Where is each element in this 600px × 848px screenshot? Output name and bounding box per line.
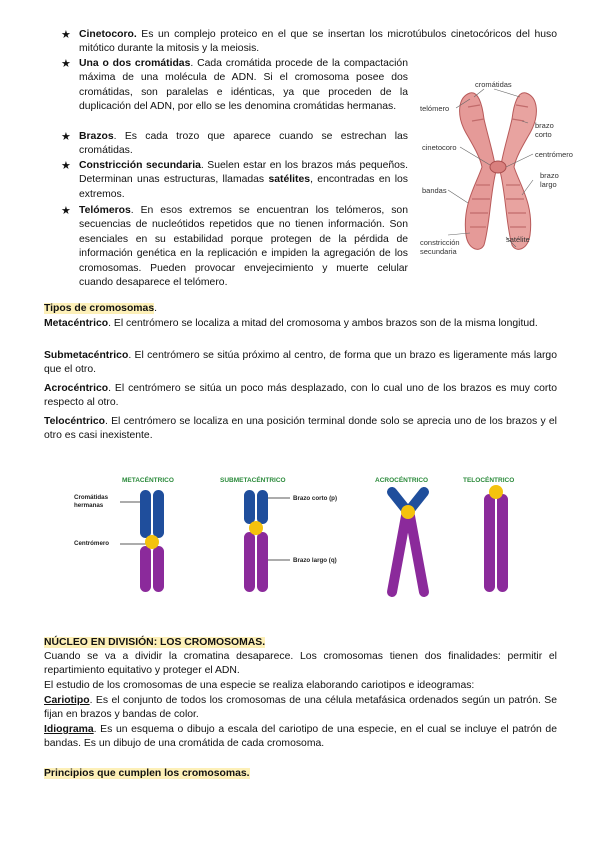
title-acrocentrico: ACROCÉNTRICO [375,477,429,484]
tipo-telocentrico: Telocéntrico. El centrómero se localiza en una posición terminal donde solo se aprecia uno de los brazos y el otro es casi inexistente. [44,416,557,442]
bullet-constriccion: Constricción secundaria. Suelen estar en los brazos más pequeños. Determinan unas estructuras, llamadas satélites, encontradas en los extremos. [79,160,408,200]
principios-heading: Principios que cumplen los cromosomas. [44,768,250,779]
label-brazo-largo: brazo largo [540,171,559,189]
tipo-acrocentrico: Acrocéntrico. El centrómero se sitúa un poco más desplazado, con lo cual uno de los brazos es muy corto respecto al otro. [44,383,557,409]
label-telomero: telómero [420,104,450,113]
bullet-cromatidas: Una o dos cromátidas. Cada cromátida procede de la compactación máxima de una molécula de ADN. Si el cromosoma posee dos cromátidas, son paralelas e idénticas, ya que proceden de la duplicación del ADN, por ello se les denomina cromátidas hermanas. [79,58,408,113]
label-cromatidas-hermanas: Cromátidas hermanas [74,494,109,509]
label-centromero: centrómero [535,150,573,159]
star-bullet-icon: ★ [61,58,71,70]
label-cromatidas: cromátidas [475,80,512,89]
bullet-cinetocoro: Cinetocoro. Es un complejo proteico en el que se insertan los microtúbulos cinetocóricos del huso mitótico durante la mitosis y la meiosis. [79,29,557,55]
title-telocentrico: TELOCÉNTRICO [463,477,515,484]
star-bullet-icon: ★ [61,131,71,143]
label-brazo-largo-q: Brazo largo (q) [293,557,337,564]
star-bullet-icon: ★ [61,160,71,172]
chromosome-anatomy-figure [418,75,578,265]
tipo-submetacentrico: Submetacéntrico. El centrómero se sitúa próximo al centro, de forma que un brazo es ligeramente más largo que el otro. [44,350,557,376]
chromosome-types-figure [70,468,530,598]
bullet-brazos: Brazos. Es cada trozo que aparece cuando se estrechan las cromátidas. [79,131,408,157]
label-satelite: satélite [506,235,530,244]
title-metacentrico: METACÉNTRICO [122,477,174,484]
label-cinetocoro: cinetocoro [422,143,457,152]
label-brazo-corto-p: Brazo corto (p) [293,495,337,502]
bullet-telomeros: Telómeros. En esos extremos se encuentran los telómeros, son secuencias de nucleótidos repetidos que no tienen información. Son esenciales en su estabilidad porque protegen de la pérdida de información genética en la replicación e impiden la agregación de los cromosomas. Pueden provocar envejecimiento y muerte celular cuando desaparece el telómero. [79,205,408,289]
label-centromero-fig2: Centrómero [74,540,110,547]
label-constriccion-secundaria: constricción secundaria [420,238,460,256]
tipo-metacentrico: Metacéntrico. El centrómero se localiza a mitad del cromosoma y ambos brazos son de la misma longitud. [44,318,538,329]
cariotipo-definition: Cariotipo. Es el conjunto de todos los cromosomas de una célula metafásica ordenados según un patrón. Se fijan en brazos y bandas de color. [44,695,557,721]
nucleo-paragraph-2: El estudio de los cromosomas de una especie se realiza elaborando cariotipos e ideogramas: [44,680,475,691]
chromosome-types-drawing [70,468,530,598]
label-bandas: bandas [422,186,447,195]
title-submetacentrico: SUBMETACÉNTRICO [220,477,286,484]
label-brazo-corto: brazo corto [535,121,554,139]
nucleo-heading: NÚCLEO EN DIVISIÓN: LOS CROMOSOMAS. [44,637,266,648]
ideograma-definition: Idiograma. Es un esquema o dibujo a escala del cariotipo de una especie, en el cual se incluye el patrón de bandas. Es un dibujo de una cromátida de cada cromosoma. [44,724,557,750]
tipos-heading: Tipos de cromosomas. [44,303,157,314]
star-bullet-icon: ★ [61,205,71,217]
star-bullet-icon: ★ [61,29,71,41]
nucleo-paragraph-1: Cuando se va a dividir la cromatina desaparece. Los cromosomas tienen dos finalidades: permitir el repartimiento equitativo y proteger el ADN. [44,651,557,677]
